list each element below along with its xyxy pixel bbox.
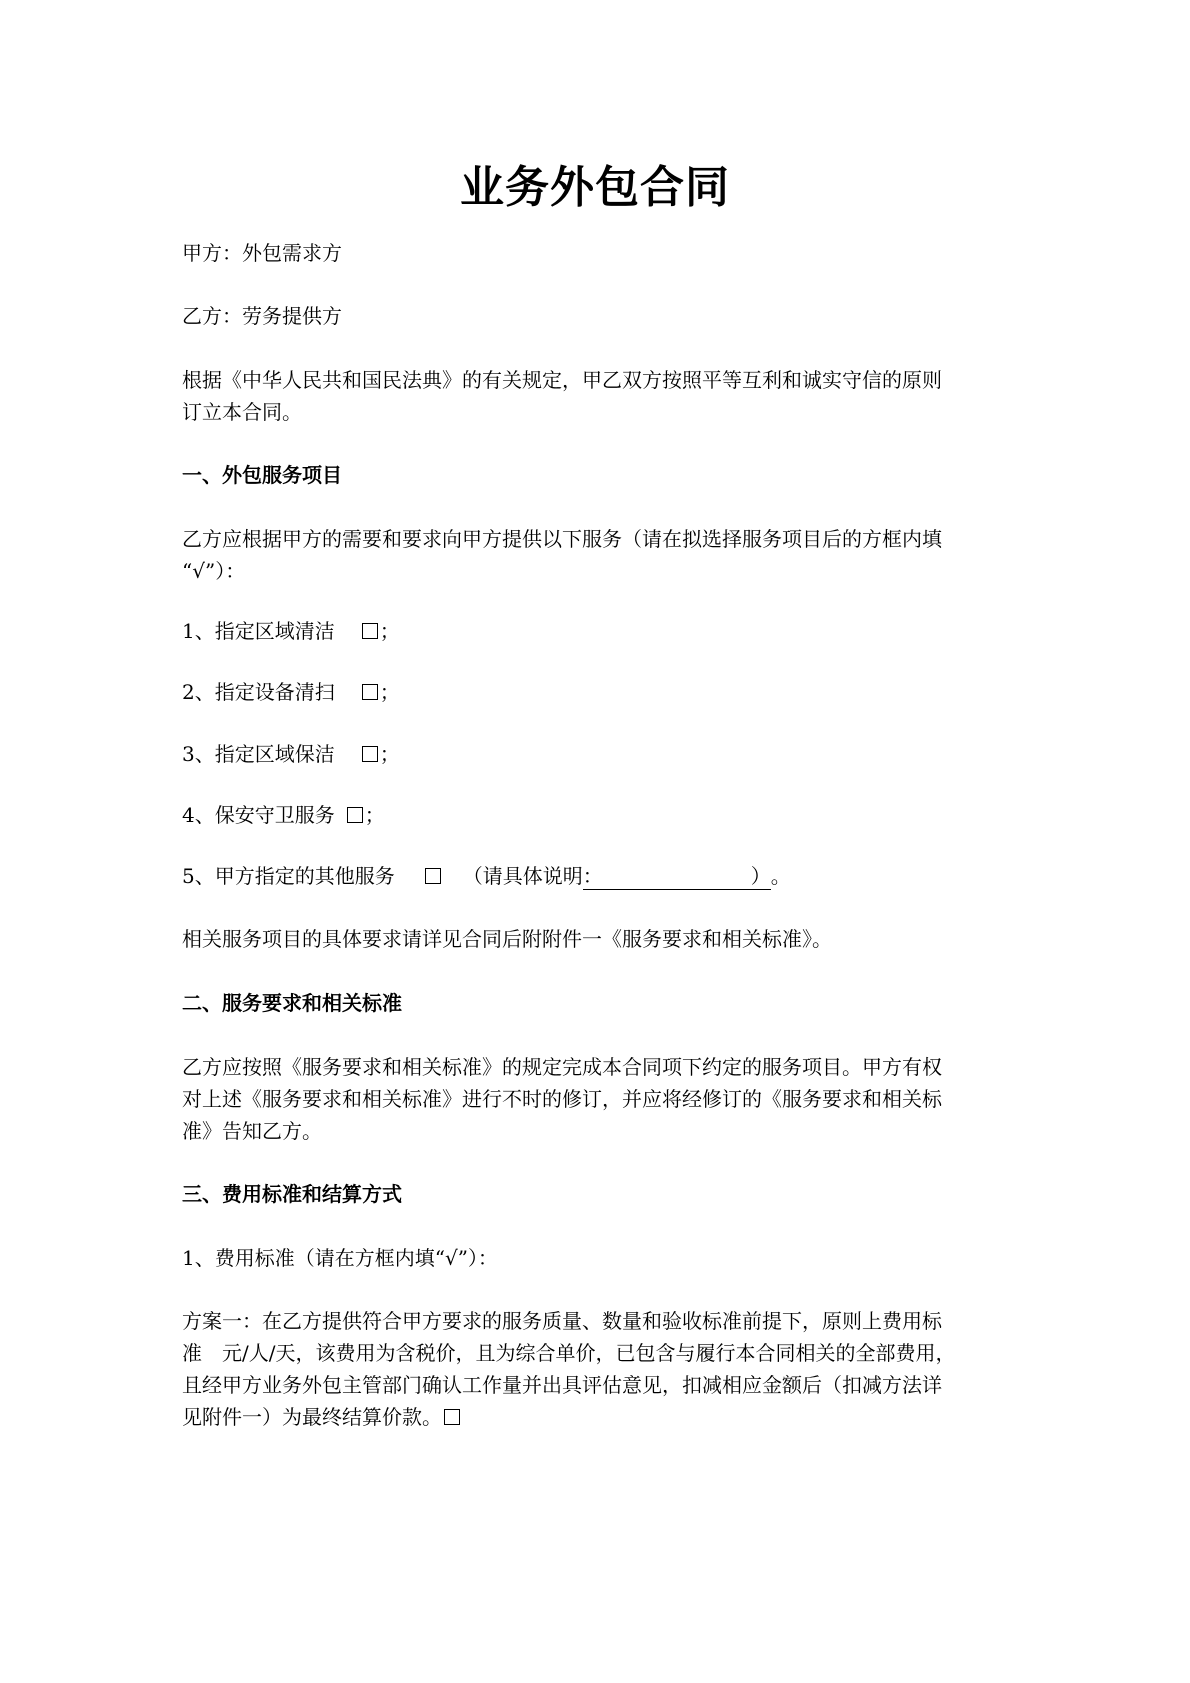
service-item-3 bbox=[182, 737, 1022, 771]
service-item-label: 2、指定设备清扫 bbox=[182, 680, 335, 704]
service-item-label: 1、指定区域清洁 bbox=[182, 619, 335, 643]
service-item-4-checkbox[interactable] bbox=[347, 807, 363, 823]
fee-standard-heading: 1、费用标准（请在方框内填“√”）： bbox=[182, 1246, 498, 1270]
section-2-line-2: 对上述《服务要求和相关标准》进行不时的修订，并应将经修订的《服务要求和相关标 bbox=[182, 1087, 942, 1111]
section-1-footer: 相关服务项目的具体要求请详见合同后附附件一《服务要求和相关标准》。 bbox=[182, 927, 832, 951]
plan-1-line-1: 方案一：在乙方提供符合甲方要求的服务质量、数量和验收标准前提下，原则上费用标 bbox=[182, 1309, 942, 1333]
service-item-4 bbox=[182, 798, 1022, 832]
service-item-suffix: ； bbox=[379, 742, 400, 766]
plan-1-line-2-start: 准 bbox=[182, 1341, 202, 1365]
section-1-desc-line-1: 乙方应根据甲方的需要和要求向甲方提供以下服务（请在拟选择服务项目后的方框内填 bbox=[182, 527, 942, 551]
document-title: 业务外包合同 bbox=[460, 162, 730, 213]
plan-1-line-3: 且经甲方业务外包主管部门确认工作量并出具评估意见，扣减相应金额后（扣减方法详 bbox=[182, 1373, 942, 1397]
service-item-suffix: ； bbox=[379, 619, 400, 643]
service-item-label: 3、指定区域保洁 bbox=[182, 742, 335, 766]
service-item-suffix: ； bbox=[379, 680, 400, 704]
section-1-heading: 一、外包服务项目 bbox=[182, 463, 342, 487]
service-item-5-end: 。 bbox=[770, 864, 791, 888]
service-item-5-blank[interactable]: ： bbox=[583, 863, 751, 890]
service-item-5-note-prefix: （请具体说明 bbox=[462, 864, 583, 888]
section-2-heading: 二、服务要求和相关标准 bbox=[182, 991, 402, 1015]
section-3-heading: 三、费用标准和结算方式 bbox=[182, 1182, 402, 1206]
section-2-line-1: 乙方应按照《服务要求和相关标准》的规定完成本合同项下约定的服务项目。甲方有权 bbox=[182, 1055, 942, 1079]
plan-1-checkbox[interactable] bbox=[444, 1409, 460, 1425]
service-item-suffix: ； bbox=[364, 803, 385, 827]
service-item-label: 4、保安守卫服务 bbox=[182, 803, 335, 827]
intro-line-2: 订立本合同。 bbox=[182, 400, 302, 424]
service-item-5-note-suffix: ） bbox=[750, 864, 771, 888]
plan-1-line-4-text: 见附件一）为最终结算价款。 bbox=[182, 1405, 442, 1429]
service-item-2 bbox=[182, 675, 1022, 709]
party-b: 乙方：劳务提供方 bbox=[182, 304, 342, 328]
service-item-label: 5、甲方指定的其他服务 bbox=[182, 864, 395, 888]
party-a: 甲方：外包需求方 bbox=[182, 241, 342, 265]
plan-1-line-2 bbox=[182, 1336, 1022, 1370]
service-item-5 bbox=[182, 859, 1022, 893]
section-1-desc-line-2: “√”）： bbox=[182, 559, 246, 583]
service-item-3-checkbox[interactable] bbox=[362, 746, 378, 762]
intro-line-1: 根据《中华人民共和国民法典》的有关规定，甲乙双方按照平等互利和诚实守信的原则 bbox=[182, 368, 942, 392]
service-item-5-checkbox[interactable] bbox=[425, 868, 441, 884]
service-item-2-checkbox[interactable] bbox=[362, 684, 378, 700]
plan-1-line-2-rest: 元/人/天，该费用为含税价，且为综合单价，已包含与履行本合同相关的全部费用， bbox=[222, 1341, 956, 1365]
section-2-line-3: 准》告知乙方。 bbox=[182, 1119, 322, 1143]
plan-1-line-4 bbox=[182, 1400, 1022, 1434]
service-item-1-checkbox[interactable] bbox=[362, 623, 378, 639]
service-item-1 bbox=[182, 614, 1022, 648]
